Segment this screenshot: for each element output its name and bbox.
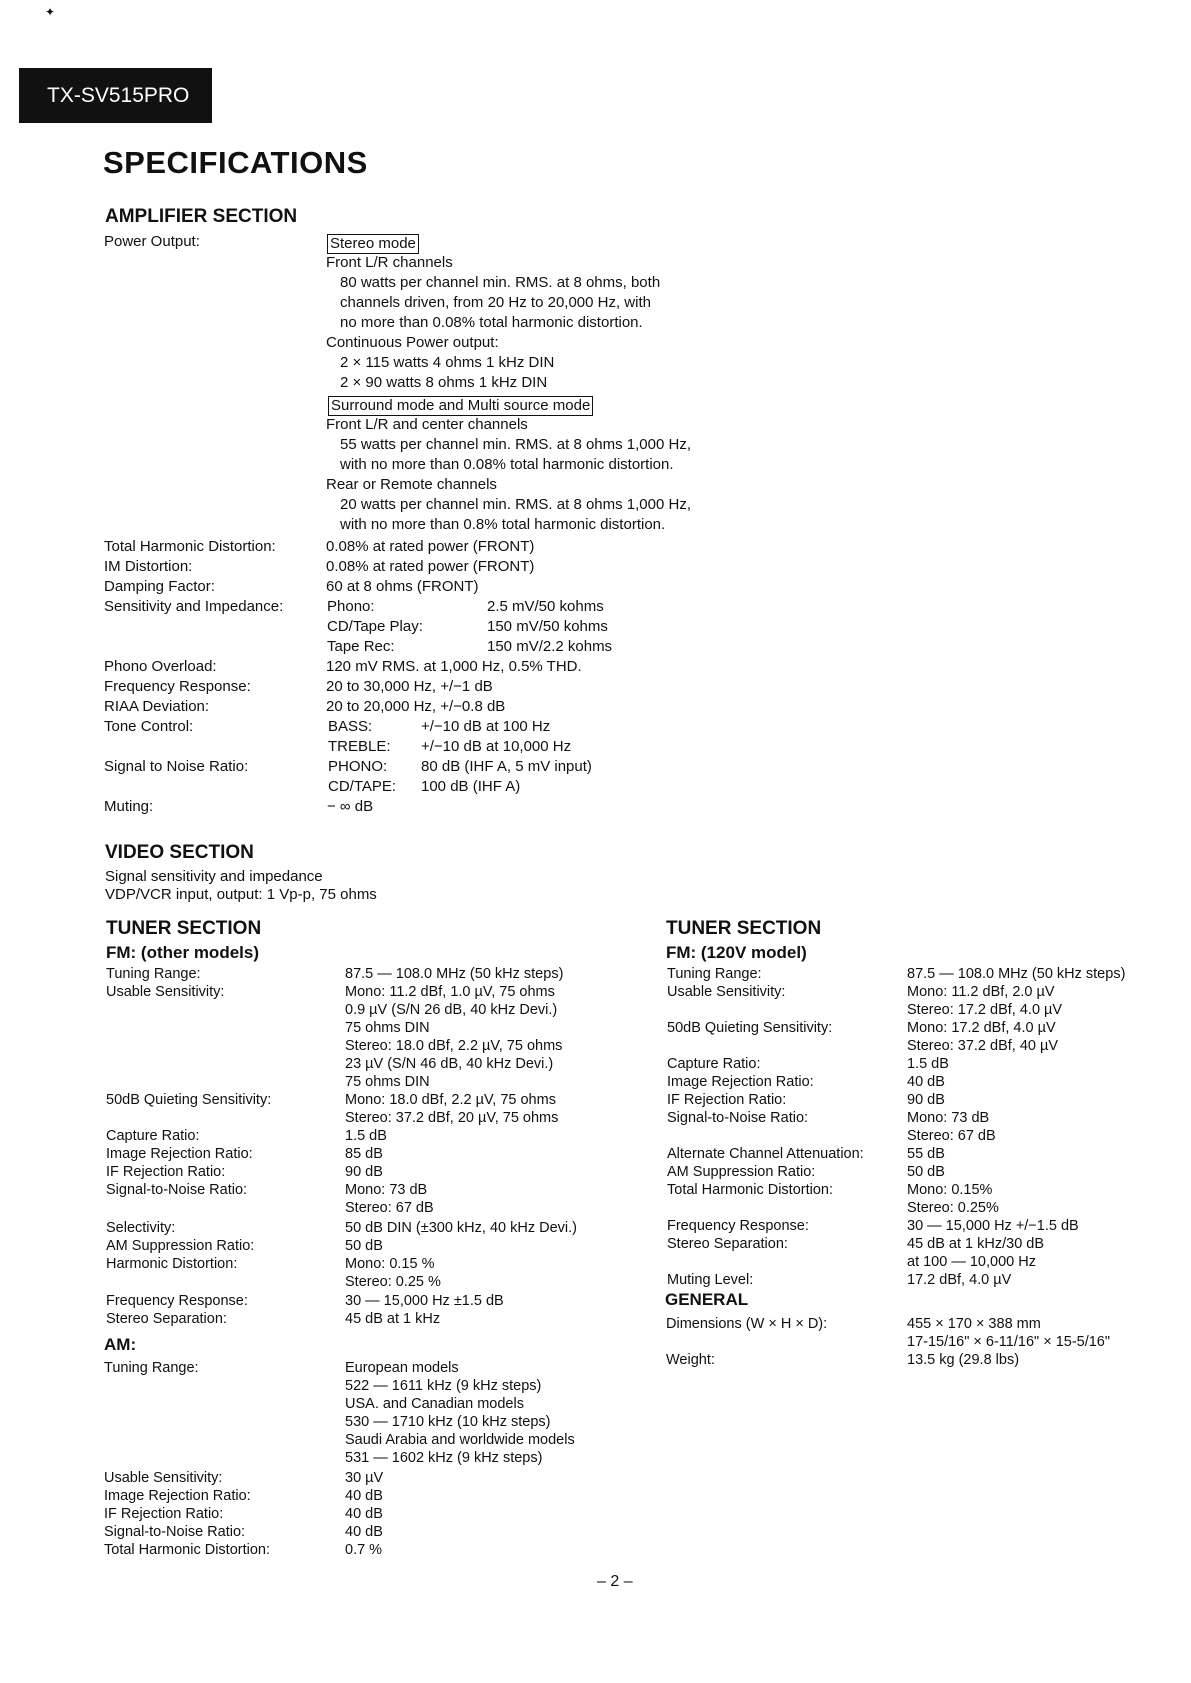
spec-value: 85 dB (345, 1146, 383, 1162)
spec-value: 75 ohms DIN (345, 1020, 430, 1036)
spec-value: 13.5 kg (29.8 lbs) (907, 1352, 1020, 1368)
spec-value: 40 dB (345, 1506, 383, 1522)
spec-value: Mono: 73 dB (345, 1182, 428, 1198)
spec-value: Stereo: 37.2 dBf, 20 µV, 75 ohms (345, 1110, 559, 1126)
subsection-title: GENERAL (665, 1290, 749, 1309)
spec-label: Stereo Separation: (106, 1311, 227, 1327)
spec-value: 150 mV/2.2 kohms (487, 638, 613, 655)
spec-value: Stereo: 17.2 dBf, 4.0 µV (907, 1002, 1063, 1018)
power-output-line: 55 watts per channel min. RMS. at 8 ohms 1,000 Hz, (340, 436, 691, 453)
section-title: TUNER SECTION (666, 918, 822, 939)
spec-value: 87.5 — 108.0 MHz (50 kHz steps) (907, 966, 1126, 982)
spec-value: 30 — 15,000 Hz ±1.5 dB (345, 1293, 504, 1309)
spec-label: AM Suppression Ratio: (106, 1238, 255, 1254)
spec-value: Stereo: 67 dB (345, 1200, 434, 1216)
power-output-line: channels driven, from 20 Hz to 20,000 Hz, with (340, 294, 651, 311)
page-title: SPECIFICATIONS (103, 145, 368, 180)
corner-mark: ✦ (45, 5, 56, 19)
spec-label: Frequency Response: (104, 678, 251, 695)
spec-value: 1.5 dB (345, 1128, 387, 1144)
power-output-line: 80 watts per channel min. RMS. at 8 ohms, both (340, 274, 661, 291)
spec-label: Image Rejection Ratio: (667, 1074, 814, 1090)
spec-sublabel: PHONO: (328, 758, 388, 775)
spec-label: Harmonic Distortion: (106, 1256, 238, 1272)
spec-value: 120 mV RMS. at 1,000 Hz, 0.5% THD. (326, 658, 582, 675)
video-line: Signal sensitivity and impedance (105, 868, 323, 885)
spec-label: Total Harmonic Distortion: (104, 538, 276, 555)
spec-label: Power Output: (104, 233, 200, 250)
power-output-line: Continuous Power output: (326, 334, 499, 351)
spec-value: 0.08% at rated power (FRONT) (326, 538, 535, 555)
spec-label: Alternate Channel Attenuation: (667, 1146, 864, 1162)
spec-value: Mono: 11.2 dBf, 1.0 µV, 75 ohms (345, 984, 555, 1000)
spec-value: 50 dB DIN (±300 kHz, 40 kHz Devi.) (345, 1220, 577, 1236)
spec-value: Stereo: 67 dB (907, 1128, 996, 1144)
spec-label: Total Harmonic Distortion: (104, 1542, 270, 1558)
spec-value: 80 dB (IHF A, 5 mV input) (421, 758, 592, 775)
spec-value: 75 ohms DIN (345, 1074, 430, 1090)
spec-label: IF Rejection Ratio: (104, 1506, 224, 1522)
spec-value: 1.5 dB (907, 1056, 949, 1072)
spec-label: Tuning Range: (667, 966, 762, 982)
spec-value: +/−10 dB at 100 Hz (421, 718, 551, 735)
spec-value: at 100 — 10,000 Hz (907, 1254, 1036, 1270)
spec-label: Muting: (104, 798, 154, 815)
spec-label: Stereo Separation: (667, 1236, 788, 1252)
spec-label: Usable Sensitivity: (106, 984, 225, 1000)
spec-value: 0.7 % (345, 1542, 383, 1558)
spec-label: IF Rejection Ratio: (106, 1164, 226, 1180)
spec-label: IF Rejection Ratio: (667, 1092, 787, 1108)
spec-value: − ∞ dB (327, 798, 374, 815)
spec-label: AM Suppression Ratio: (667, 1164, 816, 1180)
spec-value: 522 — 1611 kHz (9 kHz steps) (345, 1378, 542, 1394)
spec-value: 40 dB (345, 1524, 383, 1540)
model-badge: TX-SV515PRO (19, 68, 212, 123)
spec-value: 45 dB at 1 kHz (345, 1311, 441, 1327)
section-title: AMPLIFIER SECTION (105, 206, 298, 227)
spec-value: 150 mV/50 kohms (487, 618, 608, 635)
spec-label: Image Rejection Ratio: (104, 1488, 251, 1504)
spec-label: Tuning Range: (106, 966, 201, 982)
power-output-line: no more than 0.08% total harmonic distortion. (340, 314, 643, 331)
spec-value: Mono: 17.2 dBf, 4.0 µV (907, 1020, 1056, 1036)
spec-sublabel: CD/Tape Play: (327, 618, 423, 635)
spec-label: 50dB Quieting Sensitivity: (667, 1020, 833, 1036)
spec-label: Weight: (666, 1352, 715, 1368)
spec-value: Saudi Arabia and worldwide models (345, 1432, 575, 1448)
spec-label: Selectivity: (106, 1220, 176, 1236)
spec-label: Frequency Response: (106, 1293, 248, 1309)
spec-value: 30 µV (345, 1470, 384, 1486)
spec-value: 0.9 µV (S/N 26 dB, 40 kHz Devi.) (345, 1002, 558, 1018)
spec-value: 90 dB (907, 1092, 945, 1108)
spec-value: 50 dB (345, 1238, 383, 1254)
spec-value: +/−10 dB at 10,000 Hz (421, 738, 572, 755)
spec-label: Tone Control: (104, 718, 194, 735)
spec-label: RIAA Deviation: (104, 698, 210, 715)
spec-value: Stereo: 18.0 dBf, 2.2 µV, 75 ohms (345, 1038, 563, 1054)
spec-value: USA. and Canadian models (345, 1396, 524, 1412)
spec-label: Capture Ratio: (667, 1056, 761, 1072)
spec-label: 50dB Quieting Sensitivity: (106, 1092, 272, 1108)
spec-value: 23 µV (S/N 46 dB, 40 kHz Devi.) (345, 1056, 554, 1072)
spec-value: 20 to 30,000 Hz, +/−1 dB (326, 678, 493, 695)
spec-sublabel: Phono: (327, 598, 375, 615)
spec-label: Sensitivity and Impedance: (104, 598, 284, 615)
spec-label: Image Rejection Ratio: (106, 1146, 253, 1162)
power-output-line: Front L/R channels (326, 254, 453, 271)
spec-value: 0.08% at rated power (FRONT) (326, 558, 535, 575)
power-output-line: with no more than 0.8% total harmonic distortion. (340, 516, 666, 533)
spec-value: 40 dB (345, 1488, 383, 1504)
spec-value: 40 dB (907, 1074, 945, 1090)
spec-value: 45 dB at 1 kHz/30 dB (907, 1236, 1045, 1252)
spec-value: Stereo: 37.2 dBf, 40 µV (907, 1038, 1059, 1054)
subsection-title: FM: (120V model) (666, 943, 807, 962)
spec-value: 20 to 20,000 Hz, +/−0.8 dB (326, 698, 506, 715)
section-title: TUNER SECTION (106, 918, 262, 939)
stereo-mode-box: Stereo mode (327, 234, 419, 254)
subsection-title: FM: (other models) (106, 943, 259, 962)
spec-label: Signal-to-Noise Ratio: (104, 1524, 246, 1540)
spec-value: 60 at 8 ohms (FRONT) (326, 578, 479, 595)
power-output-line: 2 × 115 watts 4 ohms 1 kHz DIN (340, 354, 555, 371)
spec-value: 87.5 — 108.0 MHz (50 kHz steps) (345, 966, 564, 982)
spec-value: 530 — 1710 kHz (10 kHz steps) (345, 1414, 551, 1430)
spec-sublabel: BASS: (328, 718, 373, 735)
spec-value: Mono: 18.0 dBf, 2.2 µV, 75 ohms (345, 1092, 556, 1108)
spec-value: Mono: 11.2 dBf, 2.0 µV (907, 984, 1055, 1000)
spec-label: Usable Sensitivity: (667, 984, 786, 1000)
spec-label: Tuning Range: (104, 1360, 199, 1376)
power-output-line: Front L/R and center channels (326, 416, 528, 433)
section-title: VIDEO SECTION (105, 842, 254, 863)
spec-label: Muting Level: (667, 1272, 754, 1288)
page-number: – 2 – (597, 1573, 633, 1590)
video-line: VDP/VCR input, output: 1 Vp-p, 75 ohms (105, 886, 377, 903)
spec-label: Phono Overload: (104, 658, 217, 675)
spec-value: Mono: 73 dB (907, 1110, 990, 1126)
spec-label: Capture Ratio: (106, 1128, 200, 1144)
spec-label: IM Distortion: (104, 558, 193, 575)
power-output-line: with no more than 0.08% total harmonic distortion. (340, 456, 674, 473)
spec-label: Signal-to-Noise Ratio: (667, 1110, 809, 1126)
subsection-title: AM: (104, 1335, 137, 1354)
spec-label: Signal to Noise Ratio: (104, 758, 249, 775)
spec-value: Stereo: 0.25 % (345, 1274, 441, 1290)
spec-value: 100 dB (IHF A) (421, 778, 521, 795)
spec-value: 455 × 170 × 388 mm (907, 1316, 1041, 1332)
spec-value: 17.2 dBf, 4.0 µV (907, 1272, 1012, 1288)
spec-label: Frequency Response: (667, 1218, 809, 1234)
power-output-line: 20 watts per channel min. RMS. at 8 ohms 1,000 Hz, (340, 496, 691, 513)
power-output-line: 2 × 90 watts 8 ohms 1 kHz DIN (340, 374, 548, 391)
spec-sublabel: TREBLE: (328, 738, 391, 755)
spec-value: Mono: 0.15 % (345, 1256, 435, 1272)
spec-value: Stereo: 0.25% (907, 1200, 999, 1216)
spec-label: Total Harmonic Distortion: (667, 1182, 833, 1198)
spec-value: 30 — 15,000 Hz +/−1.5 dB (907, 1218, 1079, 1234)
power-output-line: Rear or Remote channels (326, 476, 497, 493)
spec-value: 90 dB (345, 1164, 383, 1180)
spec-value: 17-15/16" × 6-11/16" × 15-5/16" (907, 1334, 1111, 1350)
spec-value: 2.5 mV/50 kohms (487, 598, 604, 615)
spec-value: European models (345, 1360, 459, 1376)
spec-sublabel: Tape Rec: (327, 638, 395, 655)
spec-label: Dimensions (W × H × D): (666, 1316, 828, 1332)
spec-label: Signal-to-Noise Ratio: (106, 1182, 248, 1198)
spec-value: 531 — 1602 kHz (9 kHz steps) (345, 1450, 543, 1466)
surround-mode-box: Surround mode and Multi source mode (328, 396, 593, 416)
spec-value: 55 dB (907, 1146, 945, 1162)
spec-label: Damping Factor: (104, 578, 215, 595)
spec-sublabel: CD/TAPE: (328, 778, 397, 795)
spec-label: Usable Sensitivity: (104, 1470, 223, 1486)
spec-value: 50 dB (907, 1164, 945, 1180)
spec-value: Mono: 0.15% (907, 1182, 993, 1198)
